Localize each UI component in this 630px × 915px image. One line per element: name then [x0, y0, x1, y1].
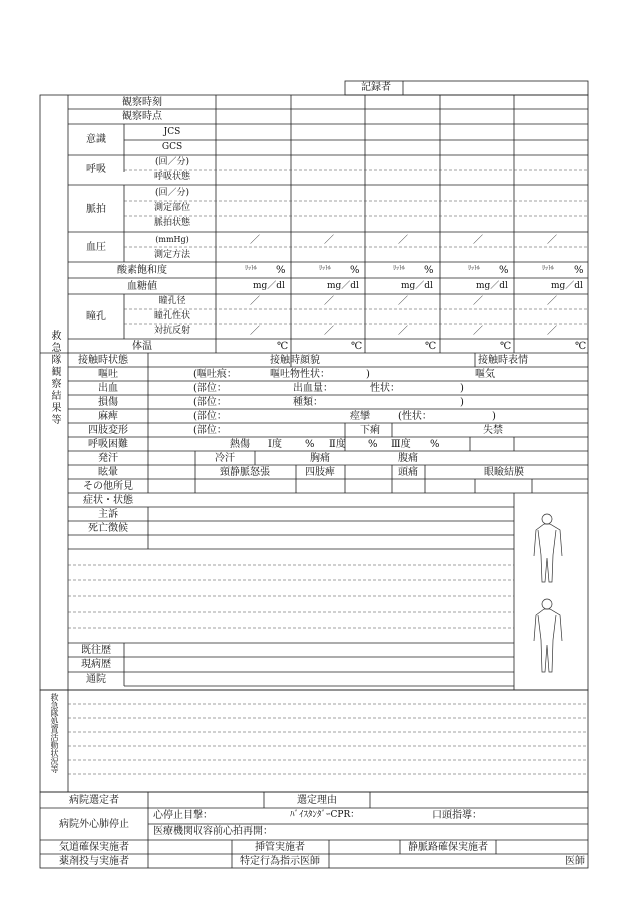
pupil-size-label: 瞳孔径 [158, 296, 186, 306]
bleeding-amount-label: 出血量： [293, 383, 333, 394]
spo2-unit-2: ﾘｯﾄﾙ [319, 265, 332, 272]
paralysis-site-label: (部位： [193, 411, 227, 422]
pupil-slash-b-4: ／ [473, 326, 483, 337]
observation-point-label: 観察時点 [122, 111, 162, 122]
bp-slash-5: ／ [547, 235, 557, 246]
intubation-label: 挿管実施者 [255, 842, 305, 853]
degree3-label: Ⅲ度 [391, 439, 411, 450]
spo2-unit-5: ﾘｯﾄﾙ [542, 265, 555, 272]
physician-label: 特定行為指示医師 [240, 856, 320, 867]
pupil-slash-b-5: ／ [547, 326, 557, 337]
heatstroke-label: 熱傷 [230, 439, 250, 450]
bleeding-nature-label: 性状： [370, 383, 400, 394]
bleeding-close-paren: ) [460, 383, 464, 394]
bp-unit-label: (mmHg) [155, 235, 189, 244]
vomit-trace-label: (嘔吐痕： [193, 369, 237, 380]
bp-slash-4: ／ [473, 235, 483, 246]
bp-slash-2: ／ [324, 235, 334, 246]
symptoms-label: 症状・状態 [83, 495, 133, 506]
body-diagram-back-icon [534, 599, 562, 672]
consciousness-label: 意識 [86, 134, 106, 145]
pulse-site-label: 測定部位 [153, 203, 191, 213]
incontinence-label: 失禁 [483, 425, 503, 436]
pupil-slash-b-2: ／ [324, 326, 334, 337]
bp-slash-1: ／ [250, 235, 260, 246]
airway-label: 気道確保実施者 [59, 842, 129, 853]
temp-unit-1: ℃ [277, 341, 289, 352]
temp-unit-4: ℃ [500, 341, 512, 352]
bp-method-label: 測定方法 [153, 250, 191, 260]
glucose-unit-1: mg／dl [253, 281, 285, 291]
vomit-nature-label: 嘔吐物性状： [270, 369, 330, 380]
spo2-label: 酸素飽和度 [117, 265, 167, 276]
gcs-label: GCS [161, 142, 183, 152]
contact-face-label: 接触時顔貌 [270, 355, 320, 366]
contact-state-label: 接触時状態 [78, 355, 128, 366]
spo2-percent-1: % [276, 265, 286, 276]
light-reflex-label: 対抗反射 [153, 326, 191, 336]
temp-label: 体温 [132, 341, 152, 352]
jvd-label: 頸静脈怒張 [220, 467, 270, 478]
bleeding-site-label: (部位： [193, 383, 227, 394]
pupil-label: 瞳孔 [86, 311, 106, 322]
pupil-shape-label: 瞳孔性状 [153, 311, 191, 321]
limb-deform-label: 四肢変形 [88, 425, 128, 436]
glucose-unit-3: mg／dl [401, 281, 433, 291]
conjunctiva-label: 眼瞼結膜 [484, 467, 524, 478]
convulsion-close-paren: ) [492, 411, 496, 422]
pupil-slash-b-3: ／ [398, 326, 408, 337]
spo2-unit-1: ﾘｯﾄﾙ [245, 265, 258, 272]
pulse-label: 脈拍 [86, 204, 106, 215]
present-illness-label: 現病歴 [81, 659, 111, 670]
degree2-label: Ⅱ度 [329, 439, 346, 450]
pupil-slash-a-4: ／ [473, 296, 483, 307]
spo2-unit-4: ﾘｯﾄﾙ [468, 265, 481, 272]
cold-sweat-label: 冷汗 [215, 453, 235, 464]
drug-label: 薬剤投与実施者 [59, 856, 129, 867]
hospital-selector-label: 病院選定者 [69, 795, 119, 806]
pupil-slash-a-2: ／ [324, 296, 334, 307]
past-history-label: 既往歴 [81, 645, 111, 656]
bp-slash-3: ／ [398, 235, 408, 246]
temp-unit-3: ℃ [425, 341, 437, 352]
injury-site-label: (部位： [193, 397, 227, 408]
body-diagram-front-icon [534, 514, 562, 582]
cpa-label: 病院外心肺停止 [59, 819, 129, 830]
injury-label: 損傷 [98, 397, 118, 408]
chief-complaint-label: 主訴 [98, 509, 118, 520]
section1-title: 救急隊観察結果等 [49, 330, 60, 426]
spo2-percent-5: % [574, 265, 584, 276]
section2-title: 救急隊処置活動状況等 [50, 693, 59, 773]
nausea-label: 嘔気 [475, 369, 495, 380]
death-signs-label: 死亡徴候 [88, 523, 128, 534]
bp-label: 血圧 [86, 242, 106, 253]
sweating-label: 発汗 [98, 453, 118, 464]
paralysis-label: 麻痺 [98, 411, 118, 422]
convulsion-nature-label: (性状： [398, 411, 432, 422]
spo2-unit-3: ﾘｯﾄﾙ [393, 265, 406, 272]
vomit-label: 嘔吐 [98, 369, 118, 380]
diarrhea-label: 下痢 [360, 425, 380, 436]
rosc-label: 医療機関収容前心拍再開： [153, 826, 273, 837]
contact-expression-label: 接触時表情 [478, 355, 528, 366]
jcs-label: JCS [163, 127, 181, 137]
glucose-label: 血糖値 [127, 281, 157, 292]
resp-rate-label: (回／分) [154, 157, 190, 167]
pupil-slash-b-1: ／ [250, 326, 260, 337]
bystander-cpr-label: ﾊﾞｲｽﾀﾝﾀﾞｰCPR： [290, 810, 360, 820]
resp-state-label: 呼吸状態 [153, 172, 191, 182]
degree2-percent: % [368, 439, 378, 450]
injury-close-paren: ) [460, 397, 464, 408]
other-findings-label: その他所見 [83, 481, 133, 492]
temp-unit-5: ℃ [575, 341, 587, 352]
spo2-percent-4: % [499, 265, 509, 276]
respiration-label: 呼吸 [86, 164, 106, 175]
limb-paralysis-label: 四肢痺 [305, 467, 335, 478]
chest-pain-label: 胸痛 [310, 453, 330, 464]
pulse-state-label: 脈拍状態 [153, 218, 191, 228]
doctor-label: 医師 [565, 856, 585, 867]
abdominal-pain-label: 腹痛 [398, 453, 418, 464]
glucose-unit-4: mg／dl [476, 281, 508, 291]
convulsion-label: 痙攣 [350, 411, 370, 422]
injury-type-label: 種類： [293, 397, 323, 408]
pupil-slash-a-1: ／ [250, 296, 260, 307]
pupil-slash-a-3: ／ [398, 296, 408, 307]
dyspnea-label: 呼吸困難 [88, 439, 128, 450]
degree1-label: Ⅰ度 [268, 439, 282, 450]
headache-label: 頭痛 [398, 467, 418, 478]
selection-reason-label: 選定理由 [297, 795, 337, 806]
temp-unit-2: ℃ [351, 341, 363, 352]
vomit-close-paren: ) [366, 369, 370, 380]
glucose-unit-2: mg／dl [327, 281, 359, 291]
bleeding-label: 出血 [98, 383, 118, 394]
limb-deform-site-label: (部位： [193, 425, 227, 436]
glucose-unit-5: mg／dl [551, 281, 583, 291]
recorder-label: 記録者 [361, 82, 391, 93]
hospital-visit-label: 通院 [86, 674, 106, 685]
verbal-instruction-label: 口頭指導： [432, 810, 482, 821]
iv-label: 静脈路確保実施者 [408, 842, 488, 853]
observation-time-label: 観察時刻 [122, 97, 162, 108]
spo2-percent-2: % [350, 265, 360, 276]
pulse-rate-label: (回／分) [154, 188, 190, 198]
witness-label: 心停止目撃： [153, 810, 213, 821]
degree1-percent: % [305, 439, 315, 450]
degree3-percent: % [430, 439, 440, 450]
pupil-slash-a-5: ／ [547, 296, 557, 307]
spo2-percent-3: % [424, 265, 434, 276]
dizziness-label: 眩暈 [98, 467, 118, 478]
